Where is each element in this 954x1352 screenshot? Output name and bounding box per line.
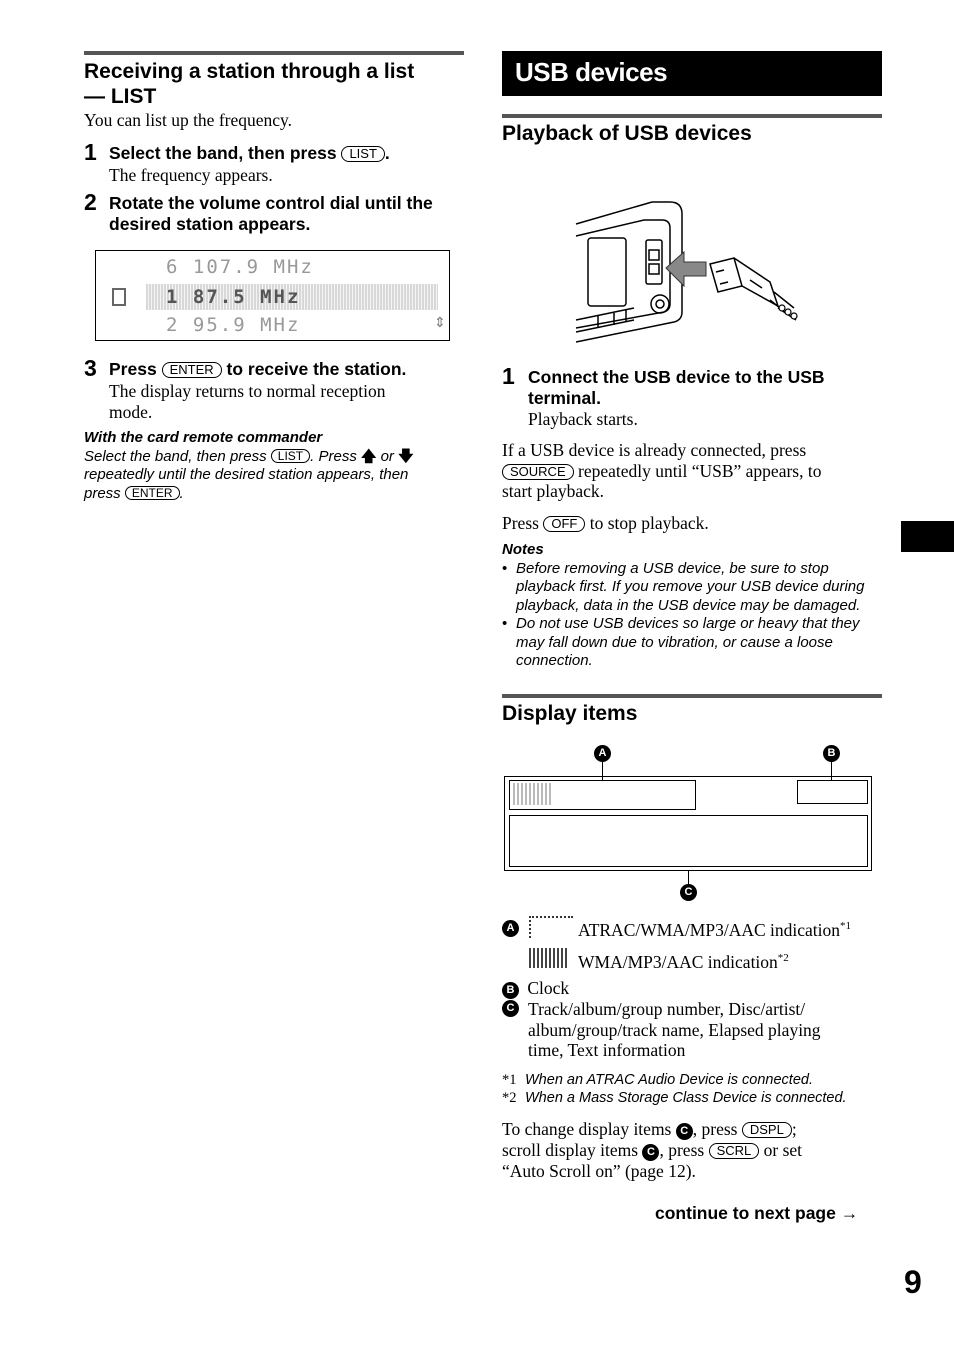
lcd-row-selected: 1 87.5 MHz (166, 286, 301, 308)
arrow-up-icon: 🡅 (361, 447, 377, 465)
step-number: 2 (84, 189, 97, 215)
dspl-key: DSPL (742, 1122, 792, 1138)
footnote-1: *1 When an ATRAC Audio Device is connected. (502, 1072, 813, 1088)
source-paragraph: If a USB device is already connected, press SOURCE repeatedly until “USB” appears, to start playback. (502, 440, 822, 501)
off-paragraph: Press OFF to stop playback. (502, 513, 709, 533)
callout-c-marker: C (502, 1000, 519, 1017)
continue-next-page: continue to next page → (655, 1203, 859, 1223)
atrac-indicator-icon (529, 916, 573, 938)
scrl-key: SCRL (709, 1143, 760, 1159)
insert-arrow (666, 252, 706, 286)
callout-b: B (823, 745, 840, 762)
callout-c: C (680, 884, 697, 901)
codec-indicator-icon (513, 783, 553, 805)
footnote-2: *2 When a Mass Storage Class Device is connected. (502, 1090, 847, 1106)
lcd-row-top: 6 107.9 MHz (166, 256, 314, 278)
enter-key: ENTER (125, 486, 180, 500)
list-key: LIST (341, 146, 384, 162)
legend-a1: A ATRAC/WMA/MP3/AAC indication$^{*1}$ (502, 916, 892, 937)
display-frame (504, 776, 872, 871)
display-area-b (797, 780, 868, 804)
step-result: The frequency appears. (109, 165, 273, 185)
off-key: OFF (543, 516, 585, 532)
change-display-paragraph: To change display items C , press DSPL ; scroll display items C , press SCRL or set “Auto Scroll on” (page 12). (502, 1119, 803, 1181)
section-title-display: Display items (502, 702, 638, 725)
banner-title: USB devices (515, 57, 668, 87)
lcd-band-icon (112, 288, 126, 306)
step-instruction: Select the band, then press LIST . (109, 143, 390, 163)
callout-c-marker: C (676, 1123, 693, 1140)
step-number: 1 (84, 139, 97, 165)
source-key: SOURCE (502, 464, 574, 480)
lcd-row-bottom: 2 95.9 MHz (166, 314, 301, 336)
page-number: 9 (904, 1264, 922, 1300)
remote-commander-note: With the card remote commander Select the band, then press LIST . Press 🡅 or 🡇 repeatedly until the desired station appears, then press ENTER . (84, 429, 474, 503)
callout-c-marker: C (642, 1144, 659, 1161)
section-rule-display (502, 694, 882, 698)
callout-a: A (594, 745, 611, 762)
chapter-tab (901, 521, 954, 552)
callout-line-c (688, 871, 689, 884)
legend-b: B Clock (502, 978, 569, 999)
callout-a-marker: A (502, 920, 519, 937)
arrow-down-icon: 🡇 (398, 447, 414, 465)
intro-text: You can list up the frequency. (84, 110, 293, 130)
display-diagram (503, 744, 873, 904)
step-number: 3 (84, 355, 97, 381)
usb-connection-illustration (574, 196, 806, 346)
step-number: 1 (502, 363, 515, 389)
wma-indicator-icon (529, 948, 569, 968)
section-title-list: Receiving a station through a list — LIST (84, 60, 415, 108)
section-rule-list (84, 51, 464, 55)
step-instruction: Rotate the volume control dial until the desired station appears. (109, 193, 433, 234)
note-item: • Before removing a USB device, be sure to stop playback first. If you remove your USB device during playback, data in the USB device may be damaged. (502, 560, 887, 616)
list-key: LIST (271, 449, 310, 463)
notes-heading: Notes (502, 541, 544, 558)
lcd-frequency-list (95, 250, 450, 341)
section-rule-playback (502, 114, 882, 118)
footnotes (502, 1071, 892, 1107)
step-instruction: Connect the USB device to the USB terminal. (528, 367, 825, 408)
section-title-playback: Playback of USB devices (502, 122, 752, 145)
note-item: • Do not use USB devices so large or heavy that they may fall down due to vibration, or cause a loose connection. (502, 615, 887, 671)
notes-block (502, 541, 887, 671)
display-area-a (509, 780, 696, 810)
remote-heading: With the card remote commander (84, 429, 323, 446)
step-instruction: Press ENTER to receive the station. (109, 359, 407, 379)
lcd-scroll-icon: ⇕ (434, 316, 446, 331)
step-result: Playback starts. (528, 409, 638, 429)
callout-b-marker: B (502, 982, 519, 999)
usb-devices-banner (502, 51, 882, 96)
enter-key: ENTER (162, 362, 222, 378)
legend-c: C Track/album/group number, Disc/artist/ album/group/track name, Elapsed playing time, Text information (502, 999, 892, 1061)
step-result: The display returns to normal reception mode. (109, 381, 386, 422)
display-area-c (509, 815, 868, 867)
